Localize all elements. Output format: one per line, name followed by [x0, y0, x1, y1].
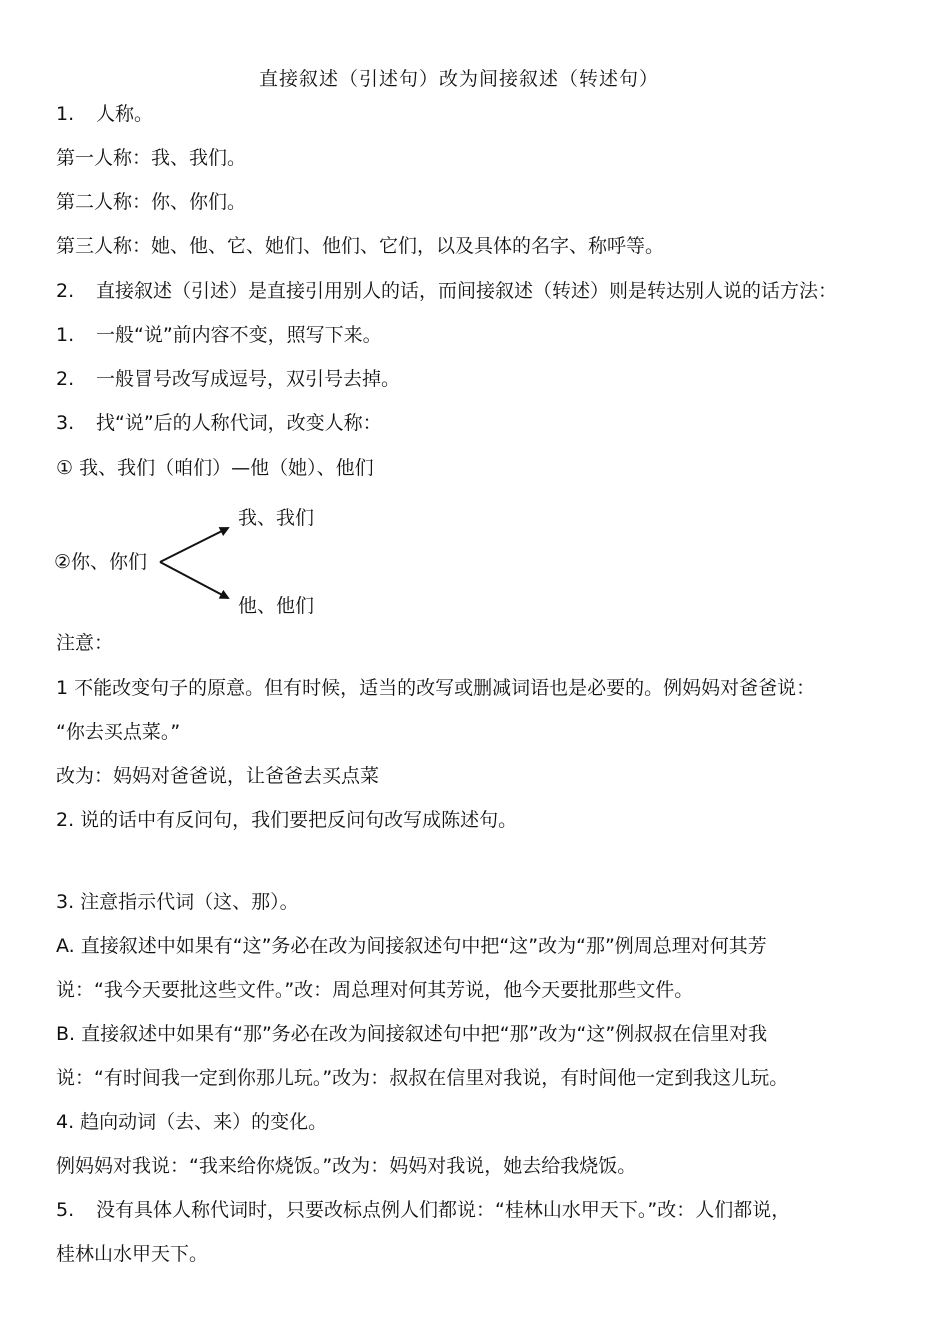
note-4: 4. 趋向动词（去、来）的变化。 [56, 1111, 328, 1133]
note-3a-line-1: A. 直接叙述中如果有“这”务必在改为间接叙述句中把“这”改为“那”例周总理对何其芳 [56, 935, 767, 957]
second-person-line: 第二人称：你、你们。 [56, 191, 247, 213]
note-4-example: 例妈妈对我说：“我来给你烧饭。”改为：妈妈对我说，她去给我烧饭。 [56, 1155, 637, 1177]
list-item [56, 410, 382, 436]
arrow-up [160, 528, 228, 562]
notes-heading: 注意： [56, 632, 114, 654]
rule-1: ① 我、我们（咱们）—他（她）、他们 [56, 457, 374, 479]
section-text: 人称。 [96, 103, 154, 125]
section-text: 直接叙述（引述）是直接引用别人的话，而间接叙述（转述）则是转达别人说的话方法： [96, 280, 838, 302]
item-number: 3. [56, 412, 75, 434]
item-text: 找“说”后的人称代词，改变人称： [96, 412, 382, 434]
arrow-target-down: 他、他们 [238, 595, 315, 617]
rule-2-source: ②你、你们 [54, 551, 148, 573]
section-2-heading [56, 278, 837, 304]
arrow-target-up: 我、我们 [238, 507, 315, 529]
note-2: 2. 说的话中有反问句，我们要把反问句改写成陈述句。 [56, 809, 518, 831]
note-1-line-1: 1 不能改变句子的原意。但有时候，适当的改写或删减词语也是必要的。例妈妈对爸爸说： [56, 677, 816, 699]
list-item [56, 366, 400, 392]
note-5-line-1 [56, 1197, 790, 1223]
note-1-line-3: 改为：妈妈对爸爸说，让爸爸去买点菜 [56, 765, 380, 787]
page-title: 直接叙述（引述句）改为间接叙述（转述句） [258, 68, 659, 90]
item-text: 没有具体人称代词时，只要改标点例人们都说：“桂林山水甲天下。”改：人们都说， [96, 1199, 791, 1221]
item-text: 一般“说”前内容不变，照写下来。 [96, 324, 382, 346]
note-3b-line-1: B. 直接叙述中如果有“那”务必在改为间接叙述句中把“那”改为“这”例叔叔在信里对我 [56, 1023, 768, 1045]
item-text: 一般冒号改写成逗号，双引号去掉。 [96, 368, 401, 390]
list-item [56, 322, 382, 348]
branch-arrows-icon [150, 520, 240, 605]
item-number: 1. [56, 324, 75, 346]
note-3b-line-2: 说：“有时间我一定到你那儿玩。”改为：叔叔在信里对我说，有时间他一定到我这儿玩。 [56, 1067, 789, 1089]
note-3a-line-2: 说：“我今天要批这些文件。”改：周总理对何其芳说，他今天要批那些文件。 [56, 979, 694, 1001]
note-3: 3. 注意指示代词（这、那）。 [56, 891, 299, 913]
note-1-line-2: “你去买点菜。” [56, 721, 181, 743]
arrow-down [160, 562, 228, 598]
section-number: 2. [56, 280, 75, 302]
item-number: 2. [56, 368, 75, 390]
item-number: 5. [56, 1199, 75, 1221]
section-number: 1. [56, 103, 75, 125]
first-person-line: 第一人称：我、我们。 [56, 147, 247, 169]
third-person-line: 第三人称：她、他、它、她们、他们、它们，以及具体的名字、称呼等。 [56, 235, 665, 257]
section-1-heading [56, 101, 153, 127]
note-5-line-2: 桂林山水甲天下。 [56, 1243, 209, 1265]
